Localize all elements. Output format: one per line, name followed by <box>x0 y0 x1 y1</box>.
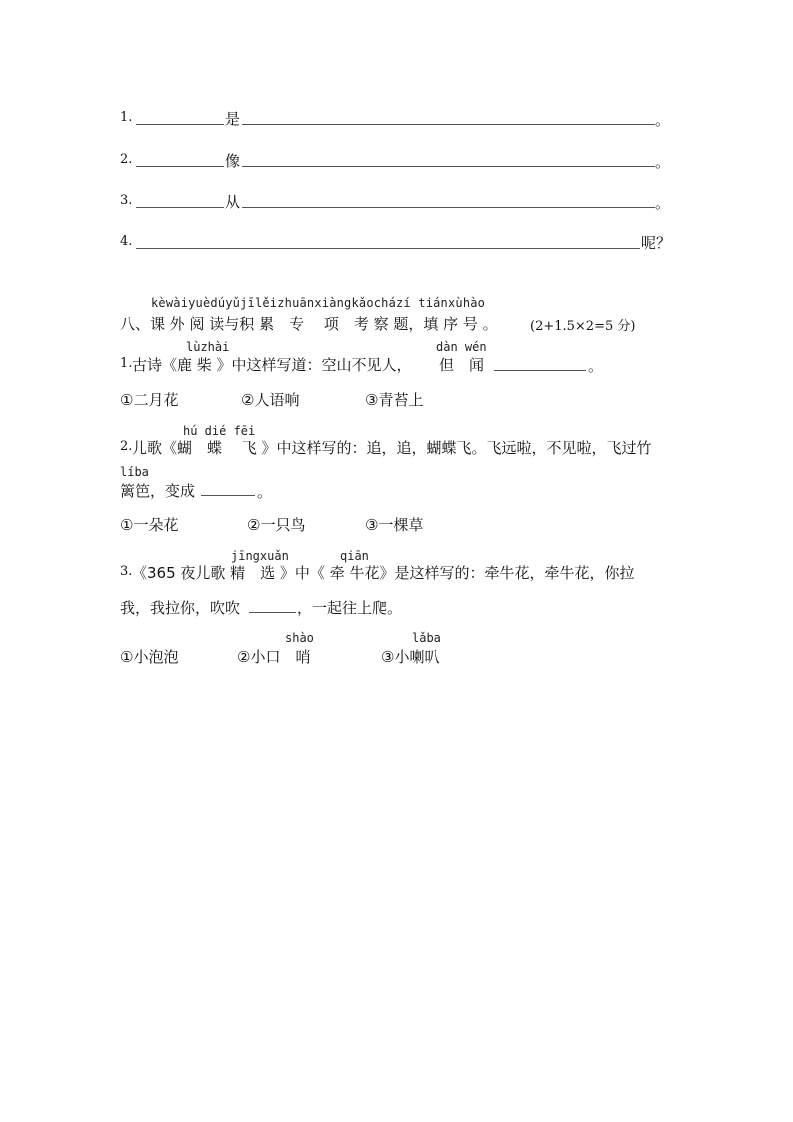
sentence-end: 。 <box>655 194 671 212</box>
question-text: 古诗《鹿 柴 》中这样写道：空山不见人， <box>132 356 412 374</box>
sentence-number: 3. <box>120 193 133 208</box>
question-text: ，一起往上爬。 <box>297 599 403 617</box>
pinyin-annotation: shào <box>285 631 314 645</box>
blank-line[interactable] <box>136 248 640 249</box>
pinyin-annotation: jīngxuǎn <box>231 549 289 563</box>
pinyin-annotation: qiān <box>340 549 369 563</box>
section-pinyin: kèwàiyuèdúyǔjīlěizhuānxiàngkǎochází tiánxùhào <box>151 296 486 310</box>
pinyin-annotation: lǎba <box>412 631 441 645</box>
sentence-end: 。 <box>655 111 671 129</box>
pinyin-annotation: líba <box>120 465 149 479</box>
question-text: 但 闻 <box>439 356 485 374</box>
pinyin-annotation: dàn wén <box>436 340 487 354</box>
sentence-number: 2. <box>120 152 133 167</box>
question-end: 。 <box>588 357 604 375</box>
blank-line[interactable] <box>242 166 655 167</box>
option-2[interactable]: ②人语响 <box>241 391 300 409</box>
question-end: 。 <box>257 483 273 501</box>
option-1[interactable]: ①二月花 <box>120 391 179 409</box>
option-2[interactable]: ②一只鸟 <box>247 516 306 534</box>
blank-line[interactable] <box>242 207 655 208</box>
pinyin-annotation: hú dié fēi <box>183 424 256 438</box>
option-3[interactable]: ③一棵草 <box>365 516 424 534</box>
option-1[interactable]: ①小泡泡 <box>120 648 179 666</box>
sentence-word: 是 <box>225 110 241 128</box>
blank-line[interactable] <box>242 124 655 125</box>
question-number: 1. <box>120 356 133 371</box>
question-text: 篱笆，变成 <box>120 482 196 500</box>
question-text: 我，我拉你，吹吹 <box>120 599 241 617</box>
question-number: 3. <box>120 564 133 579</box>
pinyin-annotation: lùzhài <box>186 340 230 354</box>
answer-blank[interactable] <box>201 495 255 496</box>
option-3[interactable]: ③小喇叭 <box>381 648 440 666</box>
answer-blank[interactable] <box>249 612 296 613</box>
sentence-end: 。 <box>655 153 671 171</box>
option-2[interactable]: ②小口 哨 <box>237 648 311 666</box>
section-title: 八、课 外 阅 读与积 累 专 项 考 察 题，填 序 号 。 <box>120 315 498 333</box>
blank-line[interactable] <box>136 207 224 208</box>
sentence-end: 呢？ <box>641 234 672 252</box>
option-3[interactable]: ③青苔上 <box>365 391 424 409</box>
sentence-number: 4. <box>120 234 133 249</box>
answer-blank[interactable] <box>494 370 586 371</box>
blank-line[interactable] <box>136 166 224 167</box>
sentence-word: 像 <box>225 152 241 170</box>
option-1[interactable]: ①一朵花 <box>120 516 179 534</box>
section-score: (2+1.5×2=5 分) <box>530 319 636 334</box>
question-number: 2. <box>120 439 133 454</box>
question-text: 儿歌《蝴 蝶 飞 》中这样写的：追，追，蝴蝶飞。飞远啦，不见啦，飞过竹 <box>132 439 652 457</box>
sentence-number: 1. <box>120 110 133 125</box>
sentence-word: 从 <box>225 193 241 211</box>
blank-line[interactable] <box>136 124 224 125</box>
question-text: 《365 夜儿歌 精 选 》中《 牵 牛花》是这样写的：牵牛花，牵牛花，你拉 <box>132 564 635 582</box>
